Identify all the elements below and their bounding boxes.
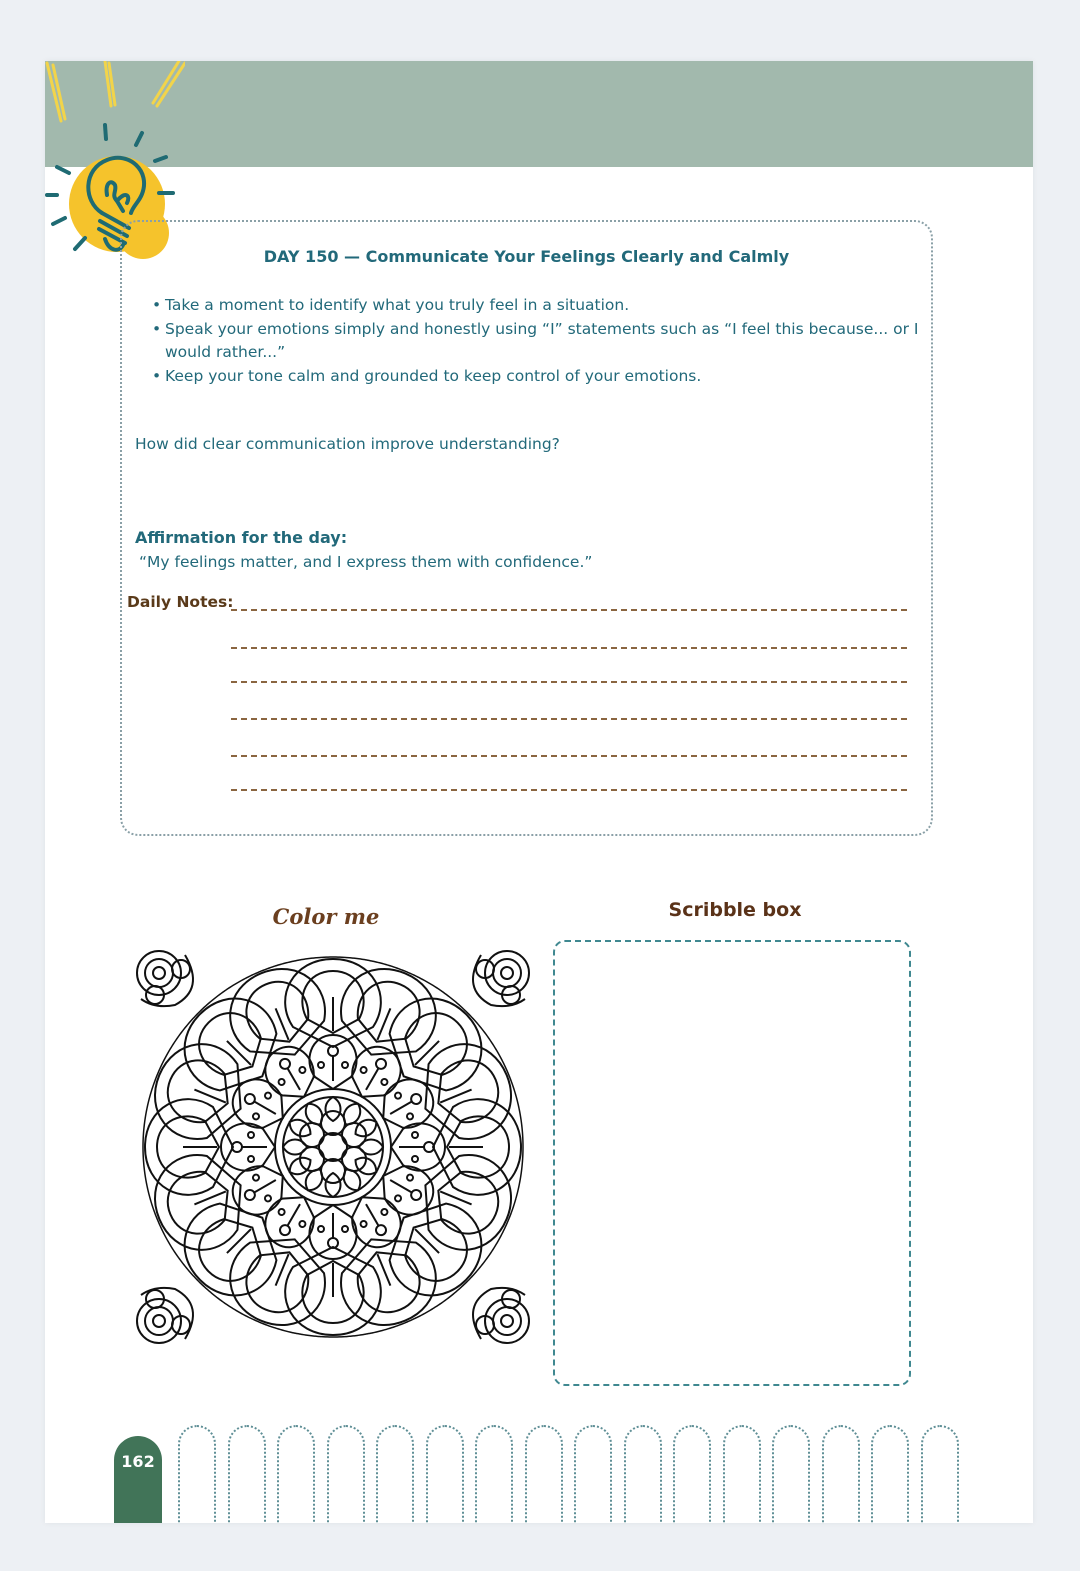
footer-tab <box>426 1425 464 1523</box>
note-line[interactable] <box>231 647 907 649</box>
footer-tab <box>376 1425 414 1523</box>
note-line[interactable] <box>231 681 907 683</box>
footer-tab <box>228 1425 266 1523</box>
color-me-label: Color me <box>272 904 380 929</box>
footer-tab <box>673 1425 711 1523</box>
footer-tab <box>723 1425 761 1523</box>
list-item: • Take a moment to identify what you truly feel in a situation. <box>152 294 922 318</box>
footer-tab <box>772 1425 810 1523</box>
header-band <box>45 61 1033 167</box>
note-line[interactable] <box>231 755 907 757</box>
reflection-question: How did clear communication improve understanding? <box>135 435 560 453</box>
footer-tab <box>871 1425 909 1523</box>
scribble-box[interactable] <box>553 940 911 1386</box>
note-line[interactable] <box>231 718 907 720</box>
journal-page <box>45 61 1033 1523</box>
list-item: • Keep your tone calm and grounded to keep control of your emotions. <box>152 365 922 389</box>
affirmation-text: “My feelings matter, and I express them with confidence.” <box>139 553 593 571</box>
note-line[interactable] <box>231 789 907 791</box>
tips-list <box>152 294 922 388</box>
footer-tab <box>277 1425 315 1523</box>
footer-tab <box>327 1425 365 1523</box>
footer-tab <box>921 1425 959 1523</box>
scribble-box-label: Scribble box <box>668 899 802 921</box>
footer-tab <box>822 1425 860 1523</box>
footer-tab <box>475 1425 513 1523</box>
mandala-illustration[interactable] <box>135 949 531 1345</box>
daily-notes-label: Daily Notes: <box>127 593 234 611</box>
page-number-badge: 162 <box>114 1436 162 1523</box>
footer-tab <box>525 1425 563 1523</box>
affirmation-label: Affirmation for the day: <box>135 528 348 547</box>
day-title: DAY 150 — Communicate Your Feelings Clearly and Calmly <box>263 247 790 266</box>
footer-tab <box>574 1425 612 1523</box>
footer-tab <box>178 1425 216 1523</box>
list-item: • Speak your emotions simply and honestly using “I” statements such as “I feel this because... or I would rather...” <box>152 318 922 365</box>
footer-tab <box>624 1425 662 1523</box>
note-line[interactable] <box>231 609 907 611</box>
